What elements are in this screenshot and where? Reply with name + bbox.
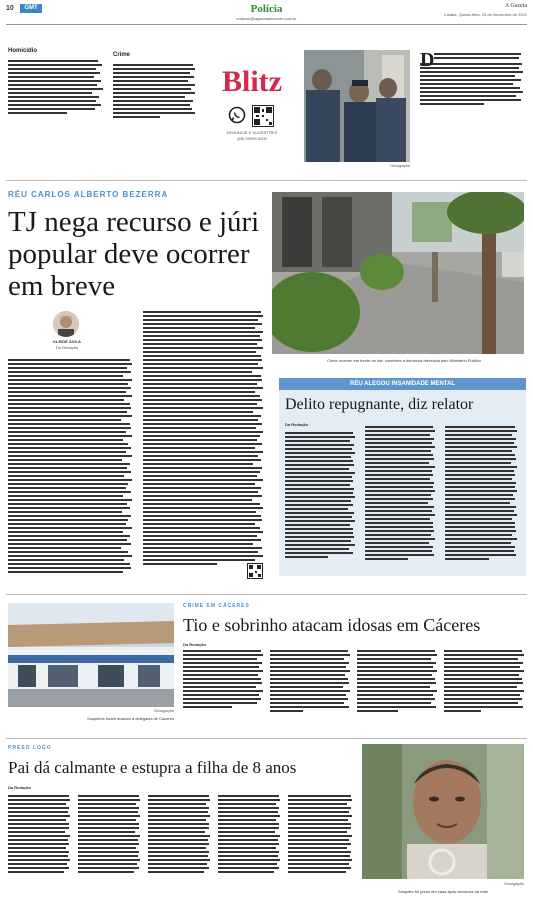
caceres-photo-caption: Suspeitos foram levados à delegacia de Cáceres xyxy=(87,716,174,721)
caceres-col4 xyxy=(444,650,526,714)
crime-title: Crime xyxy=(113,52,131,58)
blitz-logo: Blitz xyxy=(222,65,282,98)
whatsapp-icon xyxy=(228,106,246,124)
author-avatar xyxy=(53,311,79,337)
street-photo xyxy=(272,192,524,354)
side-headline: Delito repugnante, diz relator xyxy=(285,396,474,413)
bottom-col2 xyxy=(78,795,142,875)
side-col2 xyxy=(365,426,437,562)
paper-name: A Gazeta xyxy=(504,3,527,9)
header-logo-box: GMT xyxy=(20,4,42,13)
caceres-kicker: CRIME EM CÁCERES xyxy=(183,603,250,609)
caceres-col3 xyxy=(357,650,439,714)
main-kicker: RÉU CARLOS ALBERTO BEZERRA xyxy=(8,190,169,199)
date-line: Cuiabá, Quinta-feira, 25 de Novembro de 2021 xyxy=(443,12,527,17)
page-header xyxy=(0,0,533,28)
bottom-col5 xyxy=(288,795,354,875)
drop-cap: D xyxy=(420,49,435,71)
page-number: 10 xyxy=(6,5,14,12)
header-rule xyxy=(6,24,527,25)
suspect-photo-credit: Divulgação xyxy=(504,881,524,886)
side-kicker: RÉU ALEGOU INSANIDADE MENTAL xyxy=(279,378,526,390)
side-story-box xyxy=(279,378,526,576)
police-photo xyxy=(304,50,410,162)
suspect-photo xyxy=(362,744,524,879)
main-body-col1 xyxy=(8,359,136,575)
top-col-crime xyxy=(113,52,198,120)
caceres-photo-credit: Divulgação xyxy=(154,708,174,713)
qr-code-small-icon xyxy=(247,563,263,579)
street-photo-caption: Crime ocorreu em frente ao bar, conforme a denúncia oferecida pelo Ministério Público xyxy=(327,358,481,363)
caceres-col2 xyxy=(270,650,352,714)
caceres-headline: Tio e sobrinho atacam idosas em Cáceres xyxy=(183,615,481,635)
police-photo-credit: Divulgação xyxy=(390,163,410,168)
caceres-col1 xyxy=(183,650,265,710)
bottom-col4 xyxy=(218,795,282,875)
suspect-photo-caption: Suspeito foi preso em casa após denúncia da mãe xyxy=(398,889,488,894)
main-headline: TJ nega recurso e júri popular deve ocorrer em breve xyxy=(8,206,260,302)
main-body-col2 xyxy=(143,311,267,567)
side-col1 xyxy=(285,432,357,560)
section-title: Polícia xyxy=(250,3,283,15)
bottom-headline: Pai dá calmante e estupra a filha de 8 anos xyxy=(8,758,297,777)
side-byline: Da Redação xyxy=(285,422,308,427)
homicidio-text xyxy=(8,60,106,114)
qr-code-icon xyxy=(252,105,274,127)
caceres-photo xyxy=(8,603,174,707)
blitz-contact-2: (65) 99999-0000 xyxy=(237,136,267,141)
top-col-right xyxy=(420,50,526,107)
header-email: redacao@agazetadocenhr.com.br xyxy=(236,16,297,21)
blitz-box xyxy=(206,50,298,160)
homicidio-title: Homicídio xyxy=(8,48,38,54)
top-col-homicidio xyxy=(8,48,106,116)
bottom-col1 xyxy=(8,795,72,875)
blitz-contact-1: DENUNCIE E SUGESTÕES xyxy=(226,130,278,135)
caceres-byline: Da Redação xyxy=(183,642,206,647)
section-divider-3 xyxy=(6,738,527,739)
author-name: KLEIDE ÁVILA xyxy=(53,339,81,344)
section-divider-2 xyxy=(6,594,527,595)
crime-text xyxy=(113,64,198,118)
side-col3 xyxy=(445,426,519,562)
author-role: Da Redação xyxy=(55,345,79,350)
bottom-byline: Da Redação xyxy=(8,785,31,790)
section-divider-1 xyxy=(6,180,527,181)
bottom-col3 xyxy=(148,795,212,875)
bottom-kicker: PRESO LOGO xyxy=(8,745,52,751)
